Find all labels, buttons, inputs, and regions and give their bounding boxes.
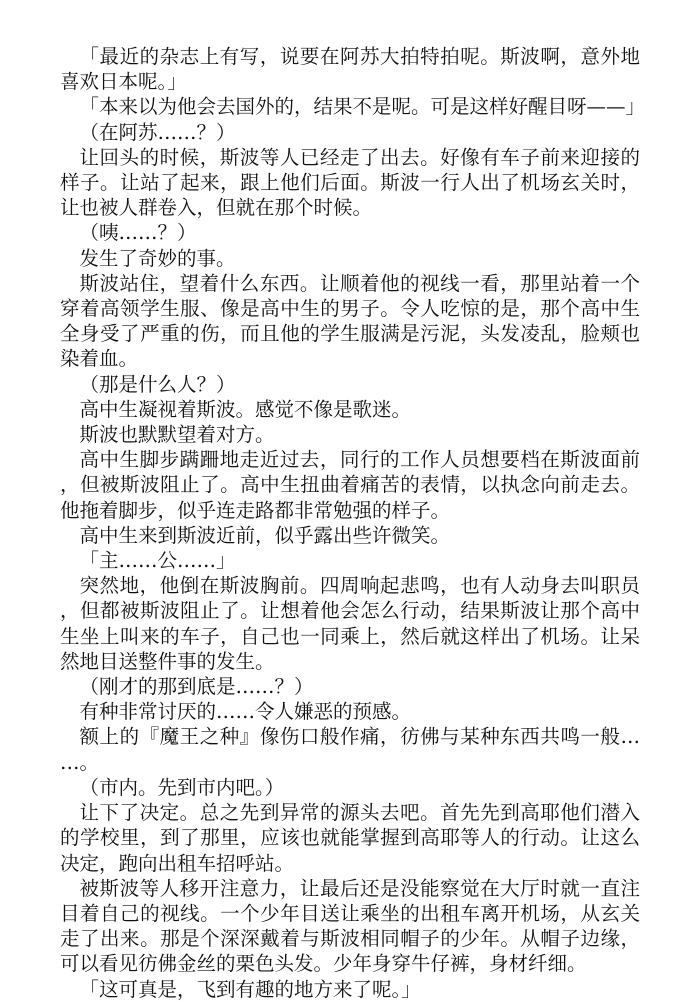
- paragraph: 斯波站住，望着什么东西。让顺着他的视线一看，那里站着一个穿着高领学生服、像是高中生的男子。令人吃惊的是，那个高中生全身受了严重的伤，而且他的学生服满是污泥，头发凌乱，脸颊也染着血。: [60, 271, 640, 371]
- paragraph: 「本来以为他会去国外的，结果不是呢。可是这样好醒目呀——」: [79, 95, 646, 119]
- paragraph: 「这可真是，飞到有趣的地方来了呢。」: [79, 977, 421, 1001]
- paragraph: 发生了奇妙的事。: [79, 246, 236, 270]
- paragraph: （刚才的那到底是……？）: [79, 675, 314, 699]
- paragraph: 突然地，他倒在斯波胸前。四周响起悲鸣，也有人动身去叫职员，但都被斯波阻止了。让想着他会怎么行动，结果斯波让那个高中生坐上叫来的车子，自己也一同乘上，然后就这样出了机场。让呆然地目送整件事的发生。: [60, 574, 640, 673]
- paragraph: 被斯波等人移开注意力，让最后还是没能察觉在大厅时就一直注目着自己的视线。一个少年目送让乘坐的出租车离开机场，从玄关走了出来。那是个深深戴着与斯波相同帽子的少年。从帽子边缘，可以看见彷佛金丝的栗色头发。少年身穿牛仔裤，身材纤细。: [60, 876, 640, 976]
- paragraph: 让回头的时候，斯波等人已经走了出去。好像有车子前来迎接的样子。让站了起来，跟上他们后面。斯波一行人出了机场玄关时，让也被人群卷入，但就在那个时候。: [60, 145, 640, 220]
- paragraph: 高中生脚步蹒跚地走近过去，同行的工作人员想要档在斯波面前，但被斯波阻止了。高中生扭曲着痛苦的表情，以执念向前走去。他拖着脚步，似乎连走路都非常勉强的样子。: [60, 448, 640, 522]
- paragraph: 额上的『魔王之种』像伤口般作痛，彷佛与某种东西共鸣一般……。: [60, 725, 640, 774]
- paragraph: 「最近的杂志上有写，说要在阿苏大拍特拍呢。斯波啊，意外地喜欢日本呢。」: [60, 45, 640, 94]
- paragraph: （在阿苏……？）: [79, 120, 236, 144]
- paragraph: （市内。先到市内吧。）: [79, 775, 285, 799]
- paragraph: （那是什么人？）: [79, 372, 236, 396]
- paragraph: 让下了决定。总之先到异常的源头去吧。首先先到高耶他们潜入的学校里，到了那里，应该也就能掌握到高耶等人的行动。让这么决定，跑向出租车招呼站。: [60, 801, 640, 875]
- paragraph: （咦……？）: [79, 221, 197, 245]
- text-body: [60, 44, 646, 1002]
- paragraph: 斯波也默默望着对方。: [79, 423, 275, 447]
- paragraph: 高中生来到斯波近前，似乎露出些许微笑。: [79, 523, 451, 547]
- paragraph: 有种非常讨厌的……令人嫌恶的预感。: [79, 700, 412, 724]
- paragraph: 「主……公……」: [79, 549, 236, 573]
- paragraph: 高中生凝视着斯波。感觉不像是歌迷。: [79, 397, 412, 421]
